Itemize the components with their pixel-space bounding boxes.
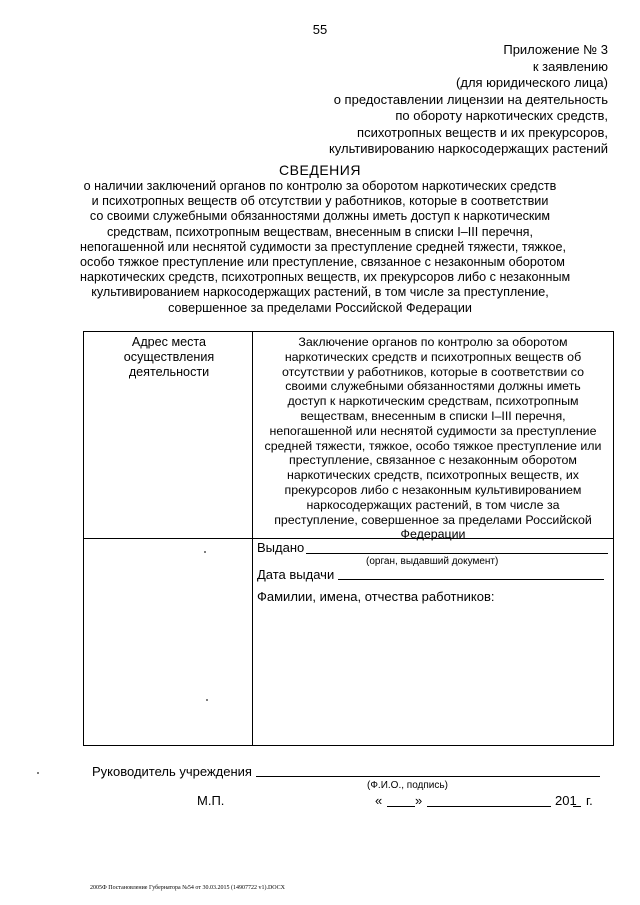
head-signature-line[interactable] [256, 776, 600, 777]
date-month-line[interactable] [427, 806, 551, 807]
appendix-line: (для юридического лица) [456, 75, 608, 90]
header-line: непогашенной или неснятой судимости за преступление [269, 423, 597, 438]
subtitle-line: культивированием наркосодержащих растений, в том числе за преступление, [91, 285, 549, 300]
subtitle-line: и психотропных веществ об отсутствии у работников, которые в соответствии [91, 194, 549, 209]
appendix-line: к заявлению [532, 58, 608, 74]
issued-field-line[interactable] [306, 553, 608, 554]
issued-hint: (орган, выдавший документ) [366, 556, 499, 567]
subtitle-line: особо тяжкое преступление или преступление, связанное с незаконным оборотом [80, 255, 565, 270]
date-year-suffix: г. [586, 793, 593, 808]
header-line: средней тяжести, тяжкое, особо тяжкое преступление или [264, 438, 602, 453]
header-line: Федерации [400, 527, 466, 542]
header-line: Заключение органов по контролю за оборотом [298, 335, 568, 349]
header-line: осуществления [123, 350, 215, 365]
appendix-header [288, 42, 608, 158]
header-line: преступление, совершенное за пределами Российской [274, 512, 592, 527]
header-line: отсутствии у работников, которые в соответствии со [281, 364, 584, 379]
appendix-line: о предоставлении лицензии на деятельность [333, 91, 608, 107]
subtitle-line: непогашенной или неснятой судимости за преступление средней тяжести, тяжкое, [80, 239, 567, 254]
scan-speck [204, 551, 206, 553]
date-quote-close: » [415, 793, 423, 808]
document-subtitle [80, 179, 571, 316]
info-table [83, 331, 614, 746]
subtitle-line: наркотических средств, психотропных веществ, их прекурсоров либо с незаконным [80, 270, 571, 285]
employees-label: Фамилии, имена, отчества работников: [257, 589, 495, 604]
appendix-line: культивированию наркосодержащих растений [328, 141, 608, 156]
header-line: наркотических средств и психотропных веществ об [284, 349, 582, 364]
issue-date-label: Дата выдачи [257, 567, 335, 582]
column-header-address [94, 335, 244, 381]
date-day-line[interactable] [387, 806, 415, 807]
header-line: своими служебными обязанностями должны иметь [285, 379, 581, 394]
scan-speck [206, 699, 208, 701]
signature-hint: (Ф.И.О., подпись) [367, 780, 448, 791]
header-line: наркотических средств, психотропных веществ, их [287, 468, 579, 483]
header-line: Адрес места [131, 335, 207, 349]
issue-date-field-line[interactable] [338, 579, 604, 580]
header-line: прекурсоров либо с незаконным культивированием [284, 482, 582, 497]
head-of-institution-label: Руководитель учреждения [92, 764, 252, 779]
stamp-label: М.П. [197, 793, 225, 808]
header-line: веществам, внесенным в списки I–III перечня, [300, 408, 566, 423]
appendix-line: психотропных веществ и их прекурсоров, [357, 124, 608, 140]
date-quote-open: « [375, 793, 383, 808]
subtitle-line: средствам, психотропным веществам, внесенным в списки I–III перечня, [107, 224, 533, 239]
date-year-line[interactable] [573, 806, 581, 807]
header-line: деятельности [128, 365, 210, 380]
column-header-conclusion [258, 335, 608, 542]
header-line: наркосодержащих растений, в том числе за [306, 497, 560, 512]
subtitle-line: совершенное за пределами Российской Федерации [168, 300, 472, 315]
appendix-line: Приложение № 3 [503, 42, 608, 57]
issued-label: Выдано [257, 540, 305, 555]
document-title: СВЕДЕНИЯ [279, 162, 361, 178]
subtitle-line: о наличии заключений органов по контролю за оборотом наркотических средств [83, 179, 557, 193]
date-year-prefix: 201 [555, 793, 577, 808]
header-line: доступ к наркотическим средствам, психотропным [287, 394, 579, 409]
page-number: 55 [312, 22, 328, 37]
subtitle-line: со своими служебными обязанностями должны иметь доступ к наркотическим [89, 209, 551, 224]
appendix-line: по обороту наркотических средств, [395, 108, 608, 123]
header-line: преступление, связанное с незаконным оборотом [289, 453, 577, 468]
scan-speck [37, 772, 39, 774]
document-file-footer: 2005Ф Постановление Губернатора №54 от 30.03.2015 (14907722 v1).DOCX [90, 885, 285, 891]
